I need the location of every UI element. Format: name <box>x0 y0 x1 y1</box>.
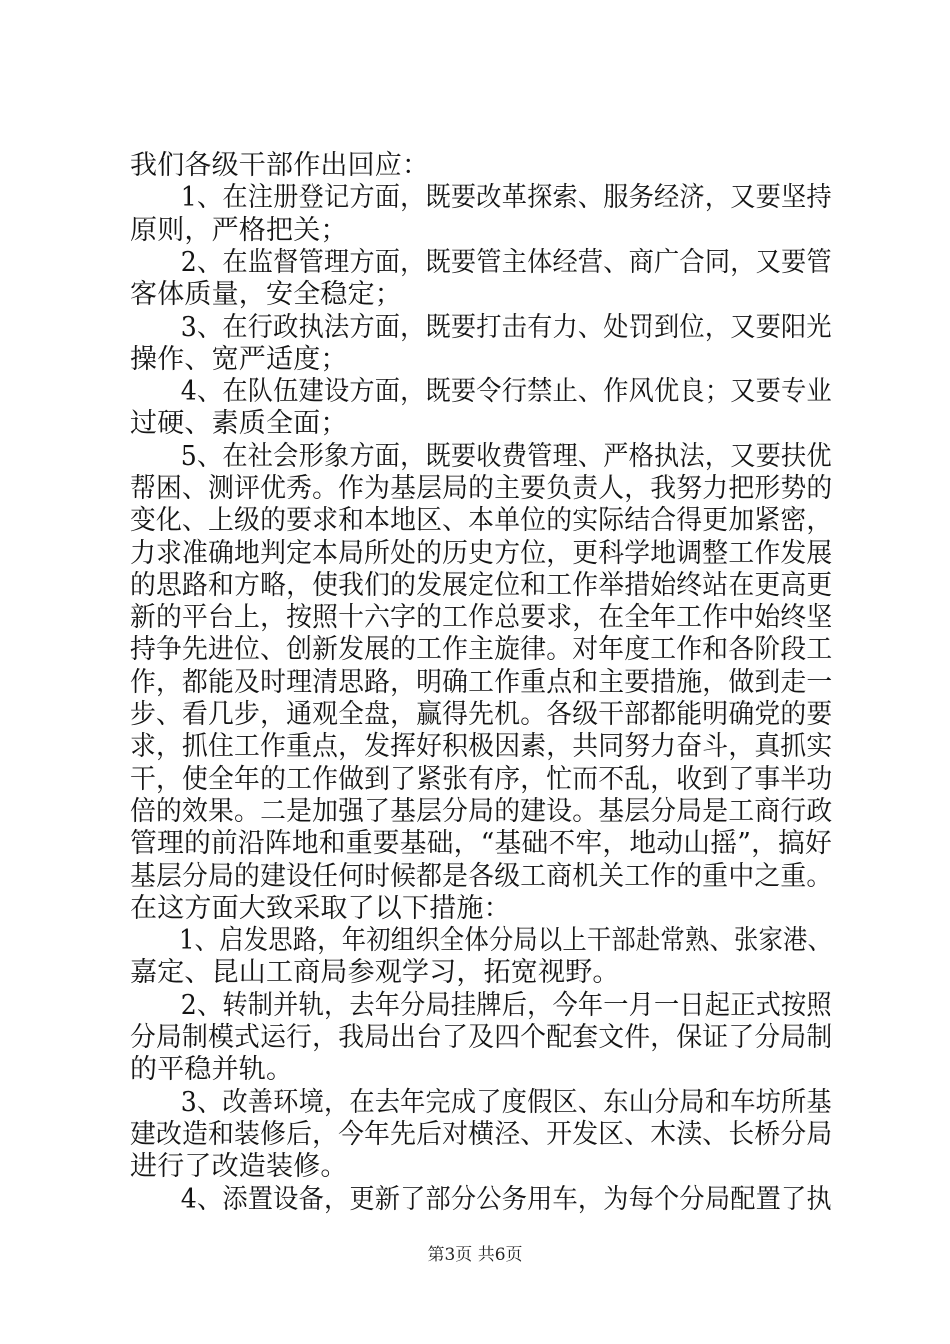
text-line: 持争先进位、创新发展的工作主旋律。对年度工作和各阶段工 <box>130 634 833 665</box>
text-line: 1、启发思路，年初组织全体分局以上干部赴常熟、张家港、 <box>130 925 833 956</box>
text-line: 2、在监督管理方面，既要管主体经营、商广合同，又要管 <box>130 247 832 278</box>
text-line: 基层分局的建设任何时候都是各级工商机关工作的重中之重。 <box>130 861 833 892</box>
text-line: 我们各级干部作出回应： <box>130 150 430 181</box>
text-line: 操作、宽严适度； <box>130 344 348 375</box>
text-line: 作，都能及时理清思路，明确工作重点和主要措施，做到走一 <box>130 667 833 698</box>
text-line: 求，抓住工作重点，发挥好积极因素，共同努力奋斗，真抓实 <box>130 731 833 762</box>
text-line: 原则，严格把关； <box>130 215 348 246</box>
text-line: 2、转制并轨，去年分局挂牌后，今年一月一日起正式按照 <box>130 990 832 1021</box>
text-line: 建改造和装修后，今年先后对横泾、开发区、木渎、长桥分局 <box>130 1119 833 1150</box>
text-line: 过硬、素质全面； <box>130 408 348 439</box>
text-line: 嘉定、昆山工商局参观学习，拓宽视野。 <box>130 957 620 988</box>
text-line: 管理的前沿阵地和重要基础，“基础不牢，地动山摇”，搞好 <box>130 828 832 859</box>
text-line: 干，使全年的工作做到了紧张有序，忙而不乱，收到了事半功 <box>130 764 833 795</box>
text-line: 4、添置设备，更新了部分公务用车，为每个分局配置了执 <box>130 1184 832 1215</box>
text-line: 进行了改造装修。 <box>130 1151 348 1182</box>
text-line: 倍的效果。二是加强了基层分局的建设。基层分局是工商行政 <box>130 796 833 827</box>
text-line: 新的平台上，按照十六字的工作总要求，在全年工作中始终坚 <box>130 602 833 633</box>
text-line: 分局制模式运行，我局出台了及四个配套文件，保证了分局制 <box>130 1022 833 1053</box>
text-line: 步、看几步，通观全盘，赢得先机。各级干部都能明确党的要 <box>130 699 833 730</box>
text-line: 帮困、测评优秀。作为基层局的主要负责人，我努力把形势的 <box>130 473 833 504</box>
text-line: 客体质量，安全稳定； <box>130 279 402 310</box>
text-line: 的思路和方略，使我们的发展定位和工作举措始终站在更高更 <box>130 570 833 601</box>
text-line: 3、在行政执法方面，既要打击有力、处罚到位，又要阳光 <box>130 312 832 343</box>
text-line: 变化、上级的要求和本地区、本单位的实际结合得更加紧密， <box>130 505 833 536</box>
text-line: 力求准确地判定本局所处的历史方位，更科学地调整工作发展 <box>130 538 833 569</box>
text-line: 的平稳并轨。 <box>130 1054 294 1085</box>
text-line: 1、在注册登记方面，既要改革探索、服务经济，又要坚持 <box>130 182 832 213</box>
text-line: 在这方面大致采取了以下措施： <box>130 893 511 924</box>
text-line: 4、在队伍建设方面，既要令行禁止、作风优良；又要专业 <box>130 376 832 407</box>
page-footer: 第3页 共6页 <box>427 1245 523 1265</box>
text-line: 3、改善环境，在去年完成了度假区、东山分局和车坊所基 <box>130 1087 832 1118</box>
text-line: 5、在社会形象方面，既要收费管理、严格执法，又要扶优 <box>130 441 832 472</box>
